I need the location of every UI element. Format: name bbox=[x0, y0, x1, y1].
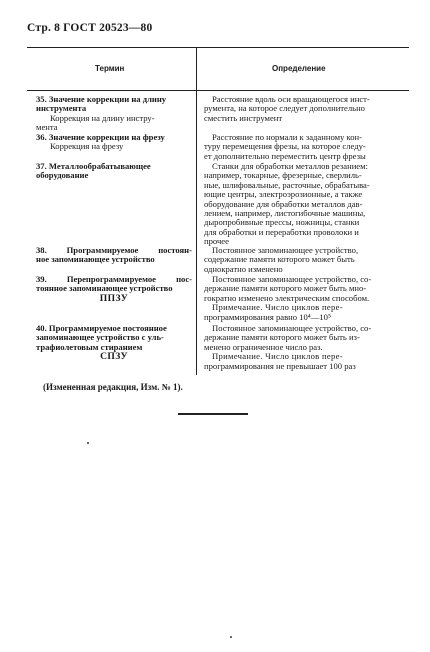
definition-line: однократно изменено bbox=[204, 264, 283, 274]
note-line: программирования равно 10⁴—10⁵ bbox=[204, 312, 331, 322]
table-header-rule bbox=[27, 90, 409, 91]
column-header-term: Термин bbox=[95, 64, 125, 73]
column-header-definition: Определение bbox=[272, 64, 326, 73]
definition-line: содержание памяти которого может быть bbox=[204, 255, 355, 265]
amendment-note: (Измененная редакция, Изм. № 1). bbox=[43, 382, 183, 392]
definition-line: прочее bbox=[204, 237, 229, 247]
closing-rule bbox=[178, 413, 248, 415]
definition-line: ные, шлифовальные, расточные, обрабатыва- bbox=[204, 180, 370, 190]
term-line: 39. Перепрограммируемое пос- bbox=[36, 275, 192, 284]
term-line: оборудование bbox=[36, 171, 89, 181]
note-line: Примечание. Число циклов пере- bbox=[212, 303, 343, 313]
definition-line: оборудование для обработки металлов дав- bbox=[204, 199, 363, 209]
definition-35 bbox=[204, 95, 408, 123]
definition-line: держание памяти которого может быть мно- bbox=[204, 284, 367, 294]
definition-37 bbox=[204, 162, 408, 247]
definition-line: сместить инструмент bbox=[204, 113, 283, 123]
term-line: 35. Значение коррекции на длину bbox=[36, 95, 167, 104]
term-36 bbox=[36, 133, 192, 152]
page-header: Стр. 8 ГОСТ 20523—80 bbox=[27, 22, 153, 34]
definition-line: ет дополнительно переместить центр фрезы bbox=[204, 151, 366, 161]
print-speck bbox=[87, 442, 89, 444]
definition-39 bbox=[204, 275, 408, 322]
term-line: запоминающее устройство с уль- bbox=[36, 333, 164, 343]
definition-line: ющие центры, электроэрозионные, а также bbox=[204, 190, 363, 200]
definition-line: лением, например, листогибочные машины, bbox=[204, 209, 366, 219]
term-40 bbox=[36, 324, 192, 362]
term-line: 38. Программируемое постоян- bbox=[36, 246, 192, 255]
definition-line: гократно изменено электрическим способом. bbox=[204, 293, 370, 303]
term-line: ное запоминающее устройство bbox=[36, 255, 155, 265]
definition-line: держание памяти которого может быть из- bbox=[204, 333, 360, 343]
definition-40 bbox=[204, 324, 408, 371]
term-line: 40. Программируемое постоянное bbox=[36, 324, 167, 333]
term-39 bbox=[36, 275, 192, 303]
note-line: Примечание. Число циклов пере- bbox=[212, 352, 343, 362]
term-35 bbox=[36, 95, 192, 133]
definition-line: Расстояние вдоль оси вращающегося инст- bbox=[212, 95, 370, 104]
definition-36 bbox=[204, 133, 408, 161]
term-line: тоянное запоминающее устройство bbox=[36, 284, 173, 294]
definition-line: Постоянное запоминающее устройство, bbox=[212, 246, 359, 255]
table-top-rule bbox=[27, 47, 409, 48]
term-synonym-line: мента bbox=[36, 123, 58, 133]
definition-line: для обработки и переработки проволоки и bbox=[204, 227, 359, 237]
definition-line: Постоянное запоминающее устройство, со- bbox=[212, 275, 372, 284]
term-line: трафиолетовым стиранием bbox=[36, 342, 143, 352]
term-abbreviation: ППЗУ bbox=[99, 293, 129, 304]
term-38 bbox=[36, 246, 192, 265]
definition-line: например, токарные, фрезерные, сверлиль- bbox=[204, 171, 362, 181]
term-synonym-line: Коррекция на длину инстру- bbox=[50, 113, 155, 123]
definition-38 bbox=[204, 246, 408, 274]
definition-line: румента, на которое следует дополнительно bbox=[204, 104, 365, 114]
definition-line: дыропробивные прессы, ножницы, станки bbox=[204, 218, 360, 228]
definition-line: Постоянное запоминающее устройство, со- bbox=[212, 324, 372, 333]
term-37 bbox=[36, 162, 192, 181]
term-abbreviation: СПЗУ bbox=[100, 352, 128, 362]
term-synonym-line: Коррекция на фрезу bbox=[50, 142, 124, 152]
term-line: инструмента bbox=[36, 104, 87, 114]
definition-line: Станки для обработки металлов резанием: bbox=[212, 162, 368, 171]
term-line: 37. Металлообрабатывающее bbox=[36, 162, 151, 171]
term-line: 36. Значение коррекции на фрезу bbox=[36, 133, 165, 142]
definition-line: менено ограниченное число раз. bbox=[204, 342, 323, 352]
column-divider bbox=[196, 47, 197, 375]
note-line: программирования не превышает 100 раз bbox=[204, 361, 356, 371]
definition-line: туру перемещения фрезы, на которое следу- bbox=[204, 142, 366, 152]
print-speck bbox=[230, 636, 232, 638]
definition-line: Расстояние по нормали к заданному кон- bbox=[212, 133, 362, 142]
